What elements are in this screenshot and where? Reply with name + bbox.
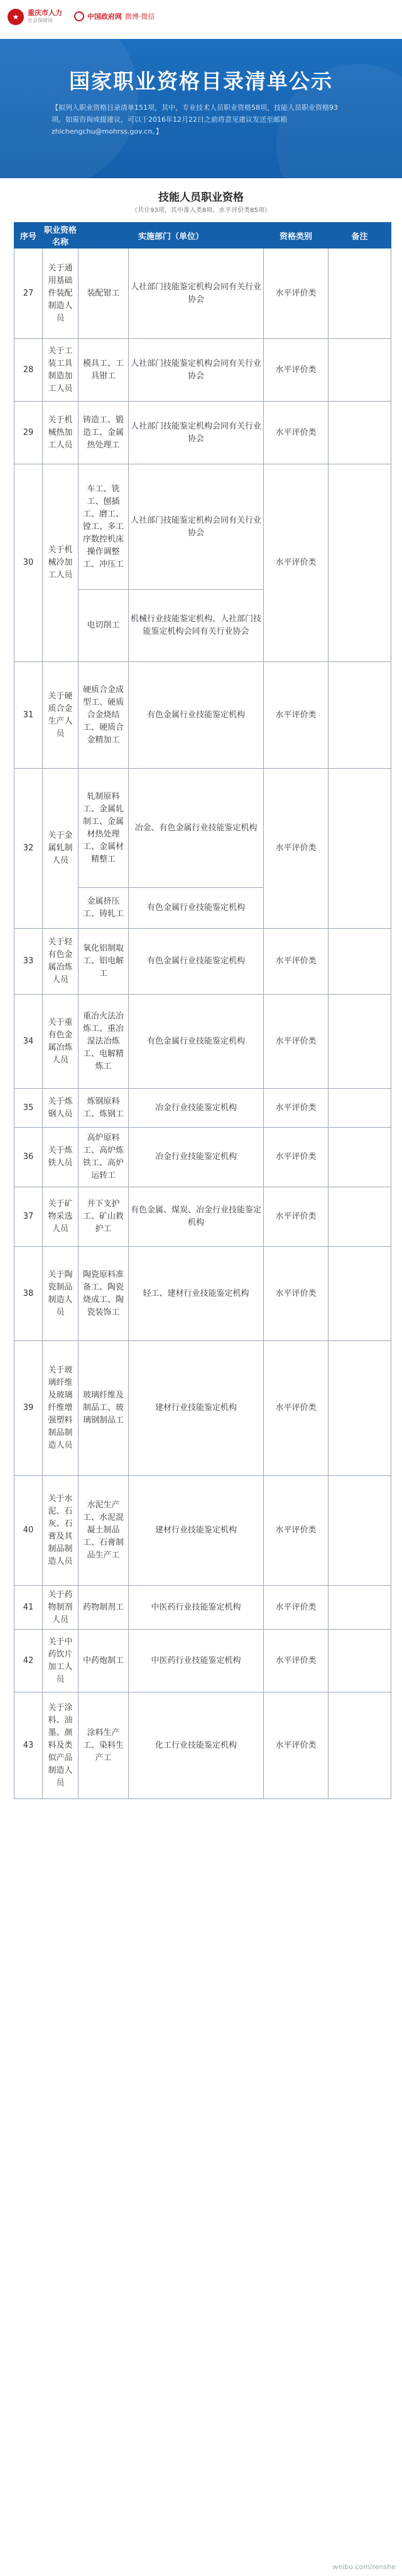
top-bar bbox=[0, 0, 402, 39]
row-number: 28 bbox=[14, 339, 43, 402]
implementing-dept: 人社部门技能鉴定机构会同有关行业协会 bbox=[129, 464, 264, 590]
table-row bbox=[14, 1128, 391, 1187]
work-type: 井下支护工、矿山救护工 bbox=[79, 1187, 129, 1247]
remark bbox=[329, 1341, 391, 1476]
row-number: 30 bbox=[14, 464, 43, 662]
work-type: 涂料生产工、染料生产工 bbox=[79, 1692, 129, 1799]
qualification-category: 水平评价类 bbox=[264, 1586, 329, 1630]
implementing-dept: 有色金属行业技能鉴定机构 bbox=[129, 888, 264, 929]
implementing-dept: 人社部门技能鉴定机构会同有关行业协会 bbox=[129, 402, 264, 464]
qualification-name: 关于通用基础件装配制造人员 bbox=[43, 249, 79, 339]
implementing-dept: 中医药行业技能鉴定机构 bbox=[129, 1586, 264, 1630]
table-row bbox=[14, 769, 391, 888]
hero-banner bbox=[0, 39, 402, 178]
implementing-dept: 有色金属行业技能鉴定机构 bbox=[129, 662, 264, 769]
work-type: 轧制原料工、金属轧制工、金属材热处理工、金属材精整工 bbox=[79, 769, 129, 888]
work-type: 电切削工 bbox=[79, 590, 129, 662]
work-type: 玻璃纤维及制品工、玻璃钢制品工 bbox=[79, 1341, 129, 1476]
row-number: 41 bbox=[14, 1586, 43, 1630]
implementing-dept: 冶金行业技能鉴定机构 bbox=[129, 1128, 264, 1187]
row-number: 39 bbox=[14, 1341, 43, 1476]
implementing-dept: 有色金属行业技能鉴定机构 bbox=[129, 929, 264, 995]
table-row bbox=[14, 1692, 391, 1799]
qualification-name: 关于炼钢人员 bbox=[43, 1089, 79, 1128]
remark bbox=[329, 1247, 391, 1341]
table-row bbox=[14, 1247, 391, 1341]
header-dept: 实施部门（单位） bbox=[79, 223, 264, 249]
table-row bbox=[14, 1586, 391, 1630]
remark bbox=[329, 1128, 391, 1187]
remark bbox=[329, 1586, 391, 1630]
row-number: 43 bbox=[14, 1692, 43, 1799]
qualification-category: 水平评价类 bbox=[264, 1692, 329, 1799]
row-number: 38 bbox=[14, 1247, 43, 1341]
header-note: 备注 bbox=[329, 223, 391, 249]
remark bbox=[329, 662, 391, 769]
header-category: 资格类别 bbox=[264, 223, 329, 249]
qualification-name: 关于机械热加工人员 bbox=[43, 402, 79, 464]
work-type: 铸造工、锻造工、金属热处理工 bbox=[79, 402, 129, 464]
table-row bbox=[14, 339, 391, 402]
qualification-category: 水平评价类 bbox=[264, 1476, 329, 1586]
qualification-name: 关于硬质合金生产人员 bbox=[43, 662, 79, 769]
remark bbox=[329, 402, 391, 464]
implementing-dept: 建材行业技能鉴定机构 bbox=[129, 1341, 264, 1476]
row-number: 31 bbox=[14, 662, 43, 769]
work-type: 车工、铣工、刨插工、磨工、镗工、多工序数控机床操作调整工、冲压工 bbox=[79, 464, 129, 590]
section-title: 技能人员职业资格 bbox=[158, 191, 244, 204]
remark bbox=[329, 464, 391, 662]
implementing-dept: 冶金、有色金属行业技能鉴定机构 bbox=[129, 769, 264, 888]
qualification-category: 水平评价类 bbox=[264, 769, 329, 929]
row-number: 29 bbox=[14, 402, 43, 464]
watermark: weibo.com/renshe bbox=[332, 2563, 396, 2571]
qualification-category: 水平评价类 bbox=[264, 464, 329, 662]
row-number: 33 bbox=[14, 929, 43, 995]
qualification-name: 关于金属轧制人员 bbox=[43, 769, 79, 929]
work-type: 装配钳工 bbox=[79, 249, 129, 339]
table-row bbox=[14, 1341, 391, 1476]
qualification-category: 水平评价类 bbox=[264, 1630, 329, 1692]
header-no: 序号 bbox=[14, 223, 43, 249]
remark bbox=[329, 929, 391, 995]
remark bbox=[329, 1476, 391, 1586]
qualification-category: 水平评价类 bbox=[264, 1187, 329, 1247]
remark bbox=[329, 769, 391, 929]
page-note: 【拟列入职业资格目录清单151项，其中，专业技术人员职业资格58项，技能人员职业资格93项。如需咨询或提建议，可以于2016年12月22日之前将意见建议发送至邮箱zhichengchu@mohrss.gov.cn。】 bbox=[52, 104, 338, 136]
qualification-name: 关于机械冷加工人员 bbox=[43, 464, 79, 662]
work-type: 陶瓷原料准备工、陶瓷烧成工、陶瓷装饰工 bbox=[79, 1247, 129, 1341]
implementing-dept: 冶金行业技能鉴定机构 bbox=[129, 1089, 264, 1128]
brand-right[interactable] bbox=[74, 11, 155, 21]
row-number: 34 bbox=[14, 995, 43, 1089]
implementing-dept: 机械行业技能鉴定机构、人社部门技能鉴定机构会同有关行业协会 bbox=[129, 590, 264, 662]
implementing-dept: 有色金属行业技能鉴定机构 bbox=[129, 995, 264, 1089]
remark bbox=[329, 1692, 391, 1799]
brand-left[interactable] bbox=[8, 9, 62, 25]
qualification-category: 水平评价类 bbox=[264, 1247, 329, 1341]
qualification-category: 水平评价类 bbox=[264, 929, 329, 995]
remark bbox=[329, 1630, 391, 1692]
work-type: 高炉原料工、高炉炼铁工、高炉运转工 bbox=[79, 1128, 129, 1187]
gov-name: 中国政府网 bbox=[87, 13, 122, 21]
qualification-name: 关于炼铁人员 bbox=[43, 1128, 79, 1187]
qualification-category: 水平评价类 bbox=[264, 662, 329, 769]
work-type: 金属挤压工、铸轧工 bbox=[79, 888, 129, 929]
qualification-category: 水平评价类 bbox=[264, 339, 329, 402]
row-number: 37 bbox=[14, 1187, 43, 1247]
work-type: 中药炮制工 bbox=[79, 1630, 129, 1692]
qualification-name: 关于矿物采选人员 bbox=[43, 1187, 79, 1247]
table-row bbox=[14, 995, 391, 1089]
remark bbox=[329, 1089, 391, 1128]
work-type: 重冶火法冶炼工、重冶湿法冶炼工、电解精炼工 bbox=[79, 995, 129, 1089]
qualification-category: 水平评价类 bbox=[264, 1128, 329, 1187]
work-type: 水泥生产工、水泥混凝土制品工、石膏制品生产工 bbox=[79, 1476, 129, 1586]
implementing-dept: 人社部门技能鉴定机构会同有关行业协会 bbox=[129, 249, 264, 339]
implementing-dept: 人社部门技能鉴定机构会同有关行业协会 bbox=[129, 339, 264, 402]
implementing-dept: 中医药行业技能鉴定机构 bbox=[129, 1630, 264, 1692]
row-number: 42 bbox=[14, 1630, 43, 1692]
table-row bbox=[14, 402, 391, 464]
work-type: 炼钢原料工、炼钢工 bbox=[79, 1089, 129, 1128]
brand-logo-icon: ★ bbox=[8, 9, 24, 25]
qualification-name: 关于轻有色金属冶炼人员 bbox=[43, 929, 79, 995]
work-type: 氧化铝制取工、铝电解工 bbox=[79, 929, 129, 995]
table-row bbox=[14, 464, 391, 590]
row-number: 40 bbox=[14, 1476, 43, 1586]
table-row bbox=[14, 1089, 391, 1128]
table-row bbox=[14, 1187, 391, 1247]
qualification-name: 关于中药饮片加工人员 bbox=[43, 1630, 79, 1692]
remark bbox=[329, 995, 391, 1089]
table-row bbox=[14, 1476, 391, 1586]
implementing-dept: 化工行业技能鉴定机构 bbox=[129, 1692, 264, 1799]
qualification-name: 关于重有色金属冶炼人员 bbox=[43, 995, 79, 1089]
table-row bbox=[14, 929, 391, 995]
table-body bbox=[14, 249, 391, 1799]
brand-name: 重庆市人力 社会保障局 bbox=[28, 9, 62, 23]
qualification-name: 关于水泥、石灰、石膏及其制品制造人员 bbox=[43, 1476, 79, 1586]
implementing-dept: 建材行业技能鉴定机构 bbox=[129, 1476, 264, 1586]
work-type: 模具工、工具钳工 bbox=[79, 339, 129, 402]
page-title: 国家职业资格目录清单公示 bbox=[69, 69, 333, 94]
gov-channels: 微博·微信 bbox=[125, 13, 155, 21]
qualification-category: 水平评价类 bbox=[264, 249, 329, 339]
remark bbox=[329, 339, 391, 402]
work-type: 硬质合金成型工、硬质合金烧结工、硬质合金精加工 bbox=[79, 662, 129, 769]
table-header-row bbox=[14, 223, 391, 249]
work-type: 药物制剂工 bbox=[79, 1586, 129, 1630]
header-name: 职业资格名称 bbox=[43, 223, 79, 249]
qualification-category: 水平评价类 bbox=[264, 1341, 329, 1476]
qualification-table bbox=[14, 222, 391, 1799]
qualification-name: 关于药物制剂人员 bbox=[43, 1586, 79, 1630]
gov-logo-icon bbox=[74, 11, 84, 21]
qualification-category: 水平评价类 bbox=[264, 402, 329, 464]
row-number: 36 bbox=[14, 1128, 43, 1187]
section-subtitle: （共计93项，其中准入类8项、水平评价类85项） bbox=[131, 207, 271, 214]
row-number: 35 bbox=[14, 1089, 43, 1128]
table-row bbox=[14, 662, 391, 769]
remark bbox=[329, 1187, 391, 1247]
qualification-name: 关于陶瓷制品制造人员 bbox=[43, 1247, 79, 1341]
qualification-category: 水平评价类 bbox=[264, 1089, 329, 1128]
table-row bbox=[14, 249, 391, 339]
qualification-name: 关于玻璃纤维及玻璃纤维增强塑料制品制造人员 bbox=[43, 1341, 79, 1476]
qualification-name: 关于涂料、油墨、颜料及类似产品制造人员 bbox=[43, 1692, 79, 1799]
table-row bbox=[14, 1630, 391, 1692]
implementing-dept: 轻工、建材行业技能鉴定机构 bbox=[129, 1247, 264, 1341]
row-number: 27 bbox=[14, 249, 43, 339]
implementing-dept: 有色金属、煤炭、冶金行业技能鉴定机构 bbox=[129, 1187, 264, 1247]
row-number: 32 bbox=[14, 769, 43, 929]
qualification-category: 水平评价类 bbox=[264, 995, 329, 1089]
qualification-name: 关于工装工具制造加工人员 bbox=[43, 339, 79, 402]
remark bbox=[329, 249, 391, 339]
